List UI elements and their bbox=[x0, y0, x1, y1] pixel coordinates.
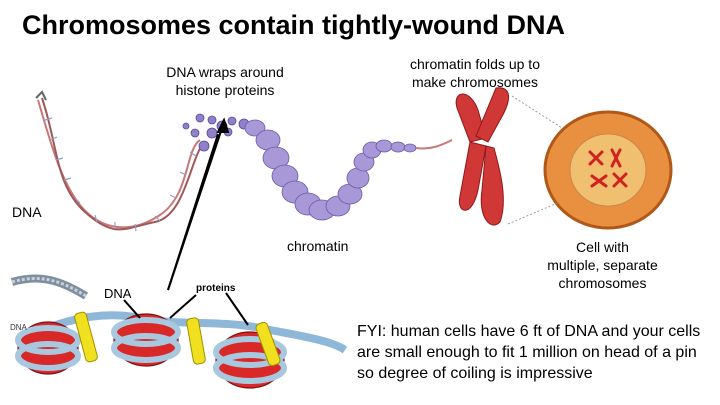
label-chromatin-folds-line1: chromatin folds up to bbox=[410, 56, 540, 72]
dna-helix bbox=[36, 92, 203, 231]
inset-proteins-label: proteins bbox=[196, 283, 236, 294]
inset-dna-small-label: DNA bbox=[10, 323, 27, 332]
label-dna-wraps-line1: DNA wraps around bbox=[166, 64, 284, 80]
page-title: Chromosomes contain tightly-wound DNA bbox=[22, 10, 565, 40]
label-cell-line3: chromosomes bbox=[558, 275, 647, 291]
label-cell-line1: Cell with bbox=[576, 239, 629, 255]
inset-dna-label: DNA bbox=[104, 286, 132, 301]
nucleosome-inset bbox=[8, 272, 348, 405]
fyi-note: FYI: human cells have 6 ft of DNA and your cells are small enough to fit 1 million on head of a pin so degree of coiling is impressive bbox=[357, 323, 701, 382]
cell bbox=[545, 112, 671, 228]
label-dna: DNA bbox=[12, 204, 42, 220]
chromosome bbox=[456, 88, 508, 225]
label-cell-line2: multiple, separate bbox=[547, 257, 658, 273]
label-chromatin: chromatin bbox=[287, 238, 349, 254]
label-chromatin-folds-line2: make chromosomes bbox=[411, 74, 539, 90]
chromatin-coil bbox=[245, 120, 416, 220]
label-dna-wraps-line2: histone proteins bbox=[175, 82, 275, 98]
